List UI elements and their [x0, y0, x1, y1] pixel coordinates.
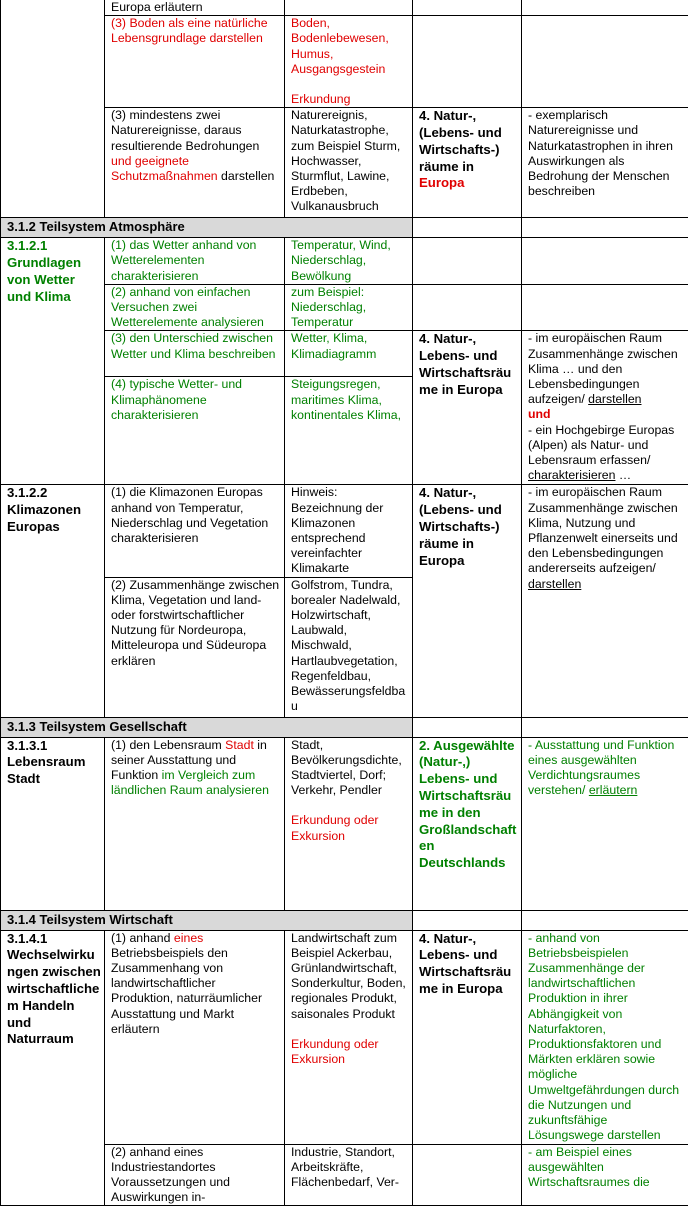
reference-text: 4. Natur-, Lebens- und Wirtschaftsräume in Europa [419, 331, 511, 396]
content-cell [285, 331, 413, 377]
competence-cell [105, 331, 285, 377]
note-cell [522, 218, 688, 238]
reference-cell [413, 930, 522, 1144]
competence-cell [105, 577, 285, 717]
method-text: Erkundung oder Exkursion [291, 813, 409, 843]
reference-cell [413, 485, 522, 717]
section-heading: 3.1.4 Teilsystem Wirtschaft [1, 910, 413, 930]
reference-text-red: Europa [419, 175, 464, 190]
note-text-underlined: darstellen [528, 577, 581, 591]
topic-title: 3.1.4.1 Wechselwirkungen zwischen wirtschaftlichem Handeln und Naturraum [1, 930, 105, 1206]
content-cell [285, 108, 413, 218]
reference-text: 4. Natur-, Lebens- und Wirtschaftsräume in Europa [419, 931, 511, 996]
reference-cell [413, 238, 522, 285]
competence-text: (3) Boden als eine natürliche Lebensgrundlage darstellen [111, 16, 268, 45]
content-text: Industrie, Standort, Arbeitskräfte, Flächenbedarf, Ver- [291, 1145, 399, 1189]
competence-text: (1) den Lebensraum [111, 738, 225, 752]
reference-cell [413, 737, 522, 910]
competence-cell [105, 930, 285, 1144]
content-cell [285, 930, 413, 1144]
reference-cell [413, 0, 522, 16]
content-cell [285, 0, 413, 16]
competence-text: Betriebsbeispiels den Zusammenhang von landwirtschaftlicher Produktion, naturräumlicher Ausstattung und Markt erläutern [111, 946, 262, 1036]
competence-text-green: im Vergleich zum ländlichen Raum analysieren [111, 768, 269, 797]
reference-cell [413, 16, 522, 108]
topic-title: 3.1.3.1 Lebensraum Stadt [1, 737, 105, 910]
note-text: … [615, 468, 631, 482]
note-text-underlined: charakterisieren [528, 468, 615, 482]
note-text: - ein Hochgebirge Europas (Alpen) als Natur- und Lebensraum erfassen/ [528, 423, 674, 467]
note-text: - am Beispiel eines ausgewählten Wirtschaftsraumes die [528, 1145, 650, 1189]
content-cell [285, 577, 413, 717]
content-text: Hinweis: Bezeichnung der Klimazonen entsprechend vereinfachter Klimakarte [291, 485, 383, 575]
competence-text: (2) anhand von einfachen Versuchen zwei Wetterelemente analysieren [111, 285, 264, 329]
reference-text: 4. Natur-, (Lebens- und Wirtschafts-) räume in [419, 108, 502, 173]
competence-cell [105, 284, 285, 331]
competence-text: (3) den Unterschied zwischen Wetter und Klima beschreiben [111, 331, 276, 360]
topic-title: 3.1.2.1 Grundlagen von Wetter und Klima [1, 238, 105, 485]
competence-text: (2) Zusammenhänge zwischen Klima, Vegetation und land- oder forstwirtschaftlicher Nutzung für Nordeuropa, Mitteleuropa und Südeuropa erklären [111, 578, 279, 668]
note-text: - im europäischen Raum Zusammenhänge zwischen Klima … und den Lebensbedingungen aufzeigen/ [528, 331, 678, 406]
content-text: Steigungsregen, maritimes Klima, kontinentales Klima, [291, 377, 401, 421]
note-cell [522, 1144, 688, 1206]
competence-text: (1) das Wetter anhand von Wetterelementen charakterisieren [111, 238, 256, 282]
note-cell [522, 485, 688, 717]
method-text: Erkundung oder Exkursion [291, 1037, 409, 1067]
reference-cell [413, 284, 522, 331]
competence-cell [105, 737, 285, 910]
note-text: - anhand von Betriebsbeispielen Zusammenhänge der landwirtschaftlichen Produktion in ihrer Abhängigkeit von Naturfaktoren, Produktionsfaktoren und Märkten erklären sowie mögliche Umweltgefährdungen durch die Nutzungen und zukunftsfähige Lösungswege darstellen [528, 931, 679, 1143]
content-cell [285, 1144, 413, 1206]
section-heading: 3.1.3 Teilsystem Gesellschaft [1, 717, 413, 737]
content-text: Golfstrom, Tundra, borealer Nadelwald, Holzwirtschaft, Laubwald, Mischwald, Hartlaubvegetation, Regenfeldbau, Bewässerungsfeldbau [291, 578, 405, 714]
note-text: - Ausstattung und Funktion eines ausgewählten Verdichtungsraumes verstehen/ [528, 738, 674, 798]
content-cell [285, 16, 413, 108]
reference-cell [413, 910, 522, 930]
note-cell [522, 0, 688, 16]
reference-cell [413, 218, 522, 238]
note-text: - im europäischen Raum Zusammenhänge zwischen Klima, Nutzung und Pflanzenwelt einerseits und den Lebensbedingungen andererseits aufzeigen/ [528, 485, 678, 575]
note-cell [522, 238, 688, 285]
section-heading: 3.1.2 Teilsystem Atmosphäre [1, 218, 413, 238]
competence-text-red: und geeignete Schutzmaßnahmen [111, 154, 218, 183]
content-text: Boden, Bodenlebewesen, Humus, Ausgangsgestein [291, 16, 409, 77]
competence-text-red: Stadt [225, 738, 254, 752]
competence-text: (4) typische Wetter- und Klimaphänomene charakterisieren [111, 377, 242, 421]
note-cell [522, 108, 688, 218]
note-text: - exemplarisch Naturereignisse und Naturkatastrophen in ihren Auswirkungen als Bedrohung der Menschen beschreiben [528, 108, 673, 198]
competence-cell [105, 1144, 285, 1206]
competence-cell [105, 238, 285, 285]
topic-cell-empty [1, 0, 105, 16]
content-text: Wetter, Klima, Klimadiagramm [291, 331, 376, 360]
note-cell [522, 737, 688, 910]
note-cell [522, 910, 688, 930]
competence-cell [105, 108, 285, 218]
content-text: Landwirtschaft zum Beispiel Ackerbau, Grünlandwirtschaft, Sonderkultur, Boden, regionales Produkt, saisonales Produkt [291, 931, 409, 1022]
competence-text: darstellen [218, 169, 275, 183]
note-text-underlined: darstellen [588, 392, 641, 406]
competence-cell [105, 485, 285, 577]
note-text-underlined: erläutern [589, 783, 638, 797]
content-cell [285, 377, 413, 485]
competence-cell [105, 0, 285, 16]
competence-cell [105, 377, 285, 485]
method-text: Erkundung [291, 92, 409, 107]
competence-text: (2) anhand eines Industriestandortes Voraussetzungen und Auswirkungen in- [111, 1145, 230, 1205]
topic-cell-empty [1, 108, 105, 218]
competence-cell [105, 16, 285, 108]
competence-text: (1) anhand [111, 931, 174, 945]
content-cell [285, 485, 413, 577]
note-connector: und [528, 407, 551, 421]
competence-text-red: eines [174, 931, 203, 945]
reference-cell [413, 1144, 522, 1206]
competence-text: (1) die Klimazonen Europas anhand von Temperatur, Niederschlag und Vegetation charakterisieren [111, 485, 268, 545]
reference-cell [413, 331, 522, 485]
note-cell [522, 717, 688, 737]
content-cell [285, 284, 413, 331]
content-text: Temperatur, Wind, Niederschlag, Bewölkung [291, 238, 391, 282]
competence-text: Europa erläutern [111, 0, 203, 14]
note-cell [522, 331, 688, 485]
topic-cell-empty [1, 16, 105, 108]
reference-text: 4. Natur-, (Lebens- und Wirtschafts-) räume in Europa [419, 485, 502, 567]
competence-text: in seiner Ausstattung und Funktion [111, 738, 267, 782]
reference-text: 2. Ausgewählte (Natur-,) Lebens- und Wirtschaftsräume in den Großlandschaften Deutschlands [419, 738, 516, 871]
competence-text: (3) mindestens zwei Naturereignisse, daraus resultierende Bedrohungen [111, 108, 259, 152]
content-cell [285, 737, 413, 910]
topic-title: 3.1.2.2 Klimazonen Europas [1, 485, 105, 717]
note-cell [522, 930, 688, 1144]
note-cell [522, 284, 688, 331]
note-cell [522, 16, 688, 108]
reference-cell [413, 717, 522, 737]
reference-cell [413, 108, 522, 218]
content-text: Naturereignis, Naturkatastrophe, zum Beispiel Sturm, Hochwasser, Sturmflut, Lawine, Erdbeben, Vulkanausbruch [291, 108, 400, 213]
content-text: Stadt, Bevölkerungsdichte, Stadtviertel, Dorf; Verkehr, Pendler [291, 738, 409, 799]
content-cell [285, 238, 413, 285]
content-text: zum Beispiel: Niederschlag, Temperatur [291, 285, 366, 329]
